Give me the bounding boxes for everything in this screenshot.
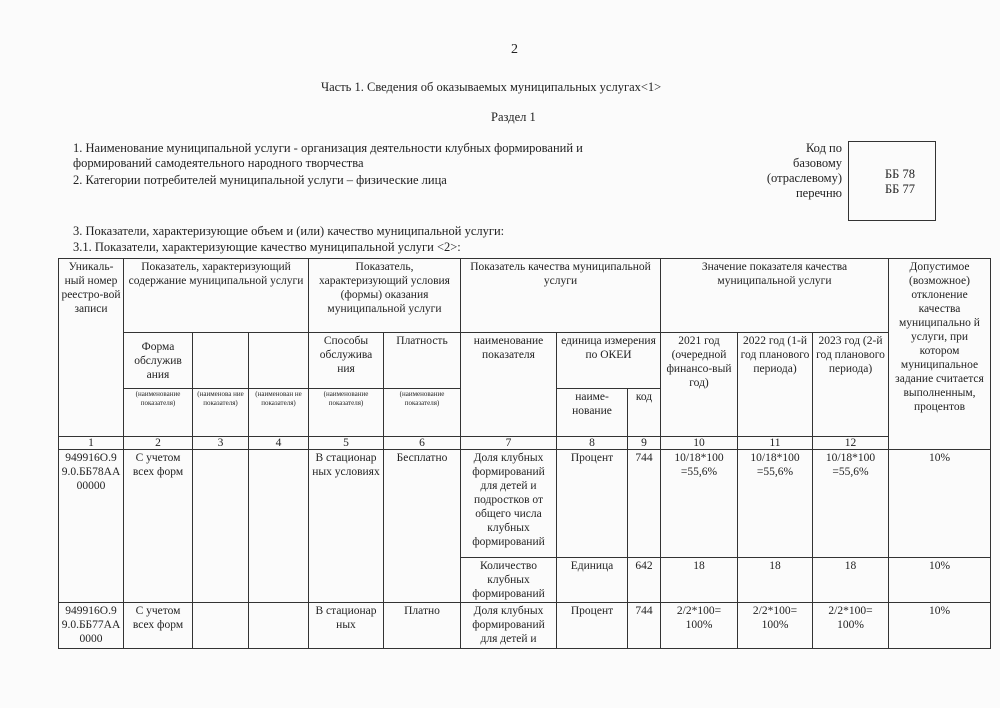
item1-line1: 1. Наименование муниципальной услуги - организация деятельности клубных формирований и xyxy=(73,141,583,155)
code-value: ББ 78 xyxy=(885,167,915,181)
registry-number: 949916О.99.0.ББ77АА0000 xyxy=(59,603,124,649)
col-number: 9 xyxy=(628,437,661,450)
indicator-name: Доля клубных формирований для детей и подростков от общего числа клубных формирований xyxy=(461,450,557,558)
sub-label: (наименование показателя) xyxy=(384,389,461,437)
header-unit: единица измерения по ОКЕИ xyxy=(557,333,661,389)
header-2022: 2022 год (1-й год планового периода) xyxy=(738,333,813,437)
header-2021: 2021 год (очередной финансо-вый год) xyxy=(661,333,738,437)
unit-code: 642 xyxy=(628,558,661,603)
code-value: ББ 77 xyxy=(885,182,915,196)
deviation: 10% xyxy=(889,603,991,649)
payment: Платно xyxy=(384,603,461,649)
col-number: 1 xyxy=(59,437,124,450)
value-2023: 2/2*100= 100% xyxy=(813,603,889,649)
header-empty xyxy=(249,333,309,389)
value-2022: 18 xyxy=(738,558,813,603)
service-method: В стационар ных xyxy=(309,603,384,649)
empty-cell xyxy=(193,603,249,649)
service-form: С учетом всех форм xyxy=(124,450,193,603)
sub-label: (наименован не показателя) xyxy=(249,389,309,437)
col-number: 3 xyxy=(193,437,249,450)
deviation: 10% xyxy=(889,450,991,558)
table-row xyxy=(59,450,991,558)
col-number: 5 xyxy=(309,437,384,450)
value-2021: 2/2*100= 100% xyxy=(661,603,738,649)
table-row xyxy=(59,603,991,649)
value-2021: 18 xyxy=(661,558,738,603)
item3: 3. Показатели, характеризующие объем и (или) качество муниципальной услуги: xyxy=(73,224,505,238)
header-unit-code: код xyxy=(628,389,661,437)
unit-code: 744 xyxy=(628,603,661,649)
item31: 3.1. Показатели, характеризующие качество муниципальной услуги <2>: xyxy=(73,240,461,254)
part-title: Часть 1. Сведения об оказываемых муниципальных услугах<1> xyxy=(321,80,662,94)
col-number: 2 xyxy=(124,437,193,450)
col-number: 6 xyxy=(384,437,461,450)
sub-label: (наименование показателя) xyxy=(309,389,384,437)
sub-label: (наименова ние показателя) xyxy=(193,389,249,437)
unit-name: Процент xyxy=(557,603,628,649)
header-empty xyxy=(193,333,249,389)
header-conditions: Показатель, характеризующий условия (формы) оказания муниципальной услуги xyxy=(309,259,461,333)
unit-name: Процент xyxy=(557,450,628,558)
value-2021: 10/18*100 =55,6% xyxy=(661,450,738,558)
service-method: В стационар ных условиях xyxy=(309,450,384,603)
code-label-line: Код по xyxy=(805,141,842,155)
header-deviation: Допустимое (возможное) отклонение качества муниципально й услуги, при котором муниципальное задание считается выполненным, процентов xyxy=(889,259,991,450)
header-content: Показатель, характеризующий содержание муниципальной услуги xyxy=(124,259,309,333)
value-2023: 10/18*100 =55,6% xyxy=(813,450,889,558)
header-form: Форма обслужив ания xyxy=(124,333,193,389)
col-number: 11 xyxy=(738,437,813,450)
header-value: Значение показателя качества муниципальной услуги xyxy=(661,259,889,333)
header-unique-number: Уникаль-ный номер реестро-вой записи xyxy=(59,259,124,437)
value-2022: 2/2*100= 100% xyxy=(738,603,813,649)
code-label-line: базовому xyxy=(792,156,842,170)
col-number: 4 xyxy=(249,437,309,450)
header-method: Способы обслужива ния xyxy=(309,333,384,389)
unit-name: Единица xyxy=(557,558,628,603)
deviation: 10% xyxy=(889,558,991,603)
code-label-line: перечню xyxy=(795,186,842,200)
header-quality: Показатель качества муниципальной услуги xyxy=(461,259,661,333)
registry-number: 949916О.99.0.ББ78АА00000 xyxy=(59,450,124,603)
quality-indicators-table xyxy=(58,258,991,649)
item2: 2. Категории потребителей муниципальной услуги – физические лица xyxy=(73,173,447,187)
col-number: 7 xyxy=(461,437,557,450)
section-title: Раздел 1 xyxy=(491,110,536,124)
code-box xyxy=(848,141,936,221)
header-indicator-name: наименование показателя xyxy=(461,333,557,437)
empty-cell xyxy=(249,450,309,603)
col-number: 10 xyxy=(661,437,738,450)
item1-line2: формирований самодеятельного народного творчества xyxy=(73,156,364,170)
service-form: С учетом всех форм xyxy=(124,603,193,649)
empty-cell xyxy=(249,603,309,649)
value-2022: 10/18*100 =55,6% xyxy=(738,450,813,558)
code-label-line: (отраслевому) xyxy=(766,171,842,185)
code-label xyxy=(758,141,842,201)
header-unit-name: наиме-нование xyxy=(557,389,628,437)
col-number: 12 xyxy=(813,437,889,450)
sub-label: (наименование показателя) xyxy=(124,389,193,437)
payment: Бесплатно xyxy=(384,450,461,603)
header-2023: 2023 год (2-й год планового периода) xyxy=(813,333,889,437)
indicator-name: Доля клубных формирований для детей и xyxy=(461,603,557,649)
value-2023: 18 xyxy=(813,558,889,603)
indicator-name: Количество клубных формирований xyxy=(461,558,557,603)
empty-cell xyxy=(193,450,249,603)
col-number: 8 xyxy=(557,437,628,450)
page-number: 2 xyxy=(511,42,518,57)
header-payment: Платность xyxy=(384,333,461,389)
unit-code: 744 xyxy=(628,450,661,558)
column-numbers-row xyxy=(59,437,991,450)
